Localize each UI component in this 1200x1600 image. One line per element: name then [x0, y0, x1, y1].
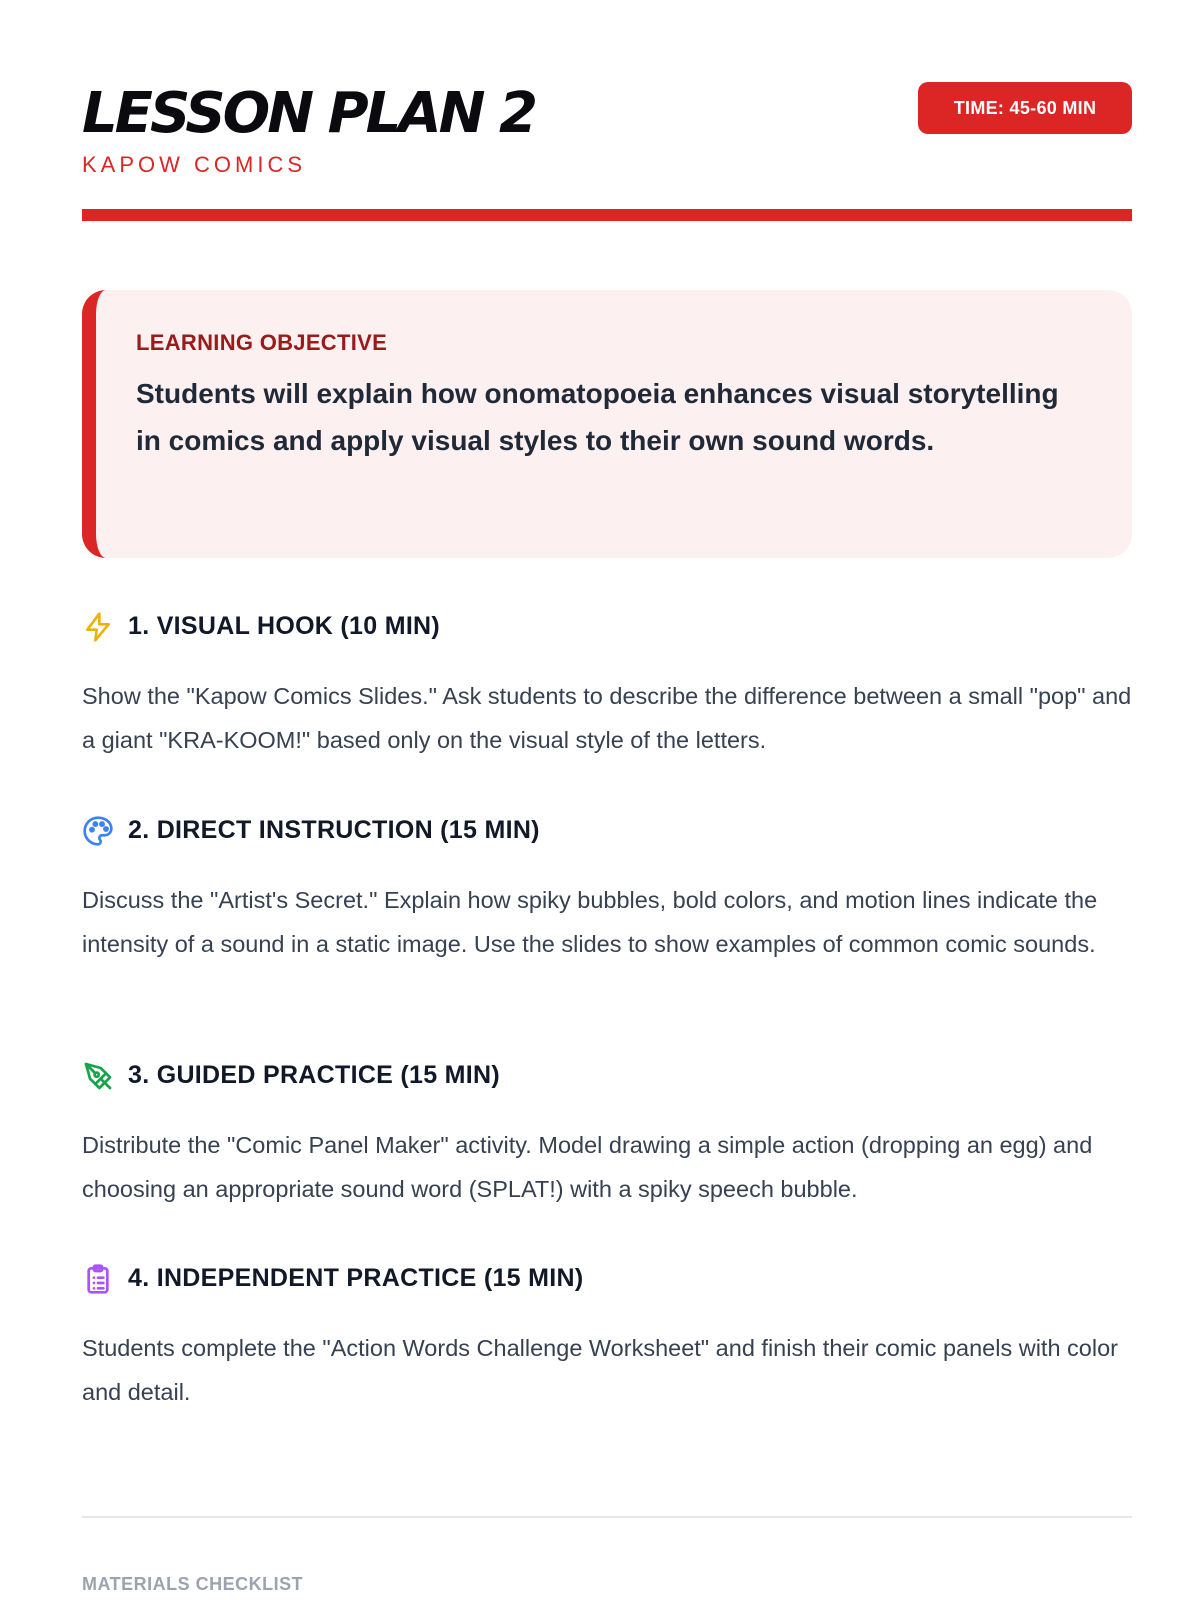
step-title: 4. INDEPENDENT PRACTICE (15 MIN) — [128, 1264, 584, 1292]
lightning-icon — [82, 611, 114, 643]
step-title: 3. GUIDED PRACTICE (15 MIN) — [128, 1061, 501, 1089]
step-body: Show the "Kapow Comics Slides." Ask students to describe the difference between a small "pop" and a giant "KRA-KOOM!" based only on the visual style of the letters. — [82, 683, 1132, 753]
header — [82, 82, 1132, 222]
page-title: LESSON PLAN 2 — [82, 81, 535, 146]
objective-text: Students will explain how onomatopoeia enhances visual storytelling in comics and apply visual styles to their own sound words. — [136, 378, 1059, 456]
palette-icon — [82, 815, 114, 847]
footer-divider — [82, 1516, 1132, 1518]
pen-tool-icon — [82, 1060, 114, 1092]
time-badge: TIME: 45-60 MIN — [918, 82, 1132, 134]
lesson-plan-page — [82, 0, 1132, 1600]
step-header — [82, 608, 1132, 644]
step-header — [82, 1260, 1132, 1296]
step-header — [82, 1057, 1132, 1093]
step-header — [82, 812, 1132, 848]
step-body: Distribute the "Comic Panel Maker" activity. Model drawing a simple action (dropping an egg) and choosing an appropriate sound word (SPLAT!) with a spiky speech bubble. — [82, 1132, 1093, 1202]
clipboard-list-icon — [82, 1263, 114, 1295]
step-body: Students complete the "Action Words Challenge Worksheet" and finish their comic panels with color and detail. — [82, 1335, 1118, 1405]
step-title: 1. VISUAL HOOK (10 MIN) — [128, 612, 441, 640]
materials-checklist-label: MATERIALS CHECKLIST — [82, 1574, 304, 1594]
objective-label: LEARNING OBJECTIVE — [136, 330, 388, 355]
step-body: Discuss the "Artist's Secret." Explain how spiky bubbles, bold colors, and motion lines indicate the intensity of a sound in a static image. Use the slides to show examples of common comic sounds. — [82, 887, 1098, 957]
page-subtitle: KAPOW COMICS — [82, 152, 307, 177]
header-divider — [82, 209, 1132, 221]
step-title: 2. DIRECT INSTRUCTION (15 MIN) — [128, 816, 540, 844]
learning-objective-card — [82, 290, 1132, 558]
